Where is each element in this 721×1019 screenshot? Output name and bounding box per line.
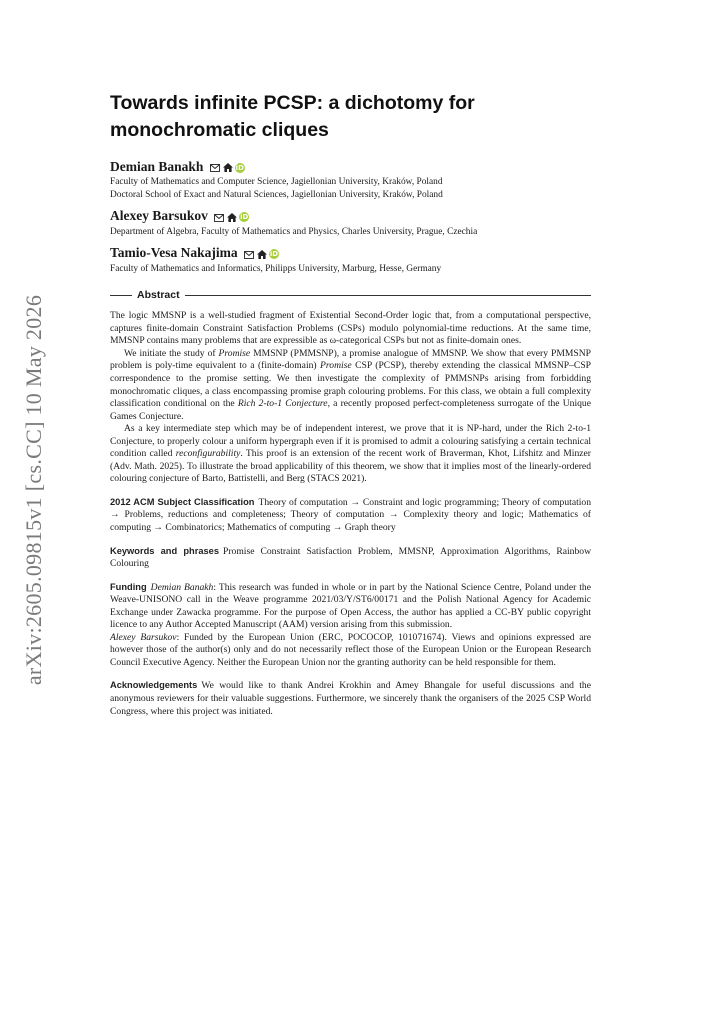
abstract-paragraph-1: The logic MMSNP is a well-studied fragment of Existential Second-Order logic that, from a computational perspective, captures finite-domain Constraint Satisfaction Problems (CSPs) modulo polynomial-time reductions. At the same time, MMSNP contains many problems that are expressible as ω-categorical CSPs but not as finite-domain ones.: [110, 310, 591, 347]
funding: [110, 581, 591, 670]
keywords-text: Promise Constraint Satisfaction Problem, MMSNP, Approximation Algorithms, Rainbow Colouring: [110, 545, 591, 570]
home-icon[interactable]: [223, 159, 233, 176]
abstract-paragraph-2: We initiate the study of Promise MMSNP (PMMSNP), a promise analogue of MMSNP. We show that every PMMSNP problem is poly-time equivalent to a (finite-domain) Promise CSP (PCSP), thereby extending the classical MMSNP–CSP correspondence to the promise setting. We then investigate the complexity of PMMSNPs arising from forbidding monochromatic cliques, a class encompassing promise graph colouring problems. For this class, we obtain a full complexity classification conditional on the Rich 2-to-1 Conjecture, a recently proposed perfect-completeness surrogate of the Unique Games Conjecture.: [110, 347, 592, 422]
home-icon[interactable]: [227, 209, 237, 226]
arxiv-sidebar: [12, 294, 56, 686]
author-block: [110, 244, 591, 275]
acm-label: 2012 ACM Subject Classification: [110, 496, 255, 507]
author-name: Demian Banakh: [110, 159, 204, 174]
abstract-rule-left: [110, 295, 132, 296]
envelope-icon[interactable]: [210, 159, 220, 176]
funding-label: Funding: [110, 581, 147, 592]
orcid-icon[interactable]: iD: [269, 250, 279, 259]
abstract-heading: [110, 289, 591, 301]
acknowledgements-text: We would like to thank Andrei Krokhin and Amey Bhangale for useful discussions and the anonymous reviewers for their valuable suggestions. Furthermore, we sincerely thank the organisers of the 2025 CSP World Congress, where this project was initiated.: [110, 680, 591, 717]
acknowledgements: [110, 679, 591, 718]
author-affiliation: Faculty of Mathematics and Informatics, Philipps University, Marburg, Hesse, Germany: [110, 263, 442, 274]
author-affiliation: Department of Algebra, Faculty of Mathematics and Physics, Charles University, Prague, Czechia: [110, 226, 478, 237]
acm-text: Theory of computation → Constraint and logic programming; Theory of computation → Problems, reductions and completeness; Theory of computation → Complexity theory and logic; Mathematics of computing → Combinatorics; Mathematics of computing → Graph theory: [110, 496, 591, 533]
orcid-icon[interactable]: iD: [235, 163, 244, 172]
paper-first-page: [110, 90, 591, 718]
title-line-2: monochromatic cliques: [110, 119, 329, 141]
funding-name-1: Demian Banakh: [150, 581, 214, 593]
keywords: [110, 545, 591, 571]
abstract-rule-right: [185, 295, 591, 296]
author-name: Tamio-Vesa Nakajima: [110, 245, 238, 261]
abstract-label: Abstract: [137, 289, 180, 302]
funding-name-2: Alexey Barsukov: [110, 631, 177, 643]
author-block: [110, 158, 591, 201]
orcid-icon[interactable]: iD: [240, 213, 249, 222]
author-affiliation: Doctoral School of Exact and Natural Sciences, Jagiellonian University, Kraków, Poland: [110, 189, 443, 200]
arxiv-identifier: arXiv:2605.09815v1 [cs.CC] 10 May 2026: [21, 294, 46, 686]
funding-text-2: : Funded by the European Union (ERC, POCOCOP, 101071674). Views and opinions expressed are however those of the author(s) only and do not necessarily reflect those of the European Union or the European Research Council Executive Agency. Neither the European Union nor the granting authority can be held responsible for them.: [110, 631, 591, 668]
keywords-label: Keywords and phrases: [110, 545, 220, 556]
home-icon[interactable]: [257, 246, 267, 263]
acknowledgements-label: Acknowledgements: [110, 680, 198, 691]
envelope-icon[interactable]: [214, 209, 224, 226]
abstract-paragraph-3: As a key intermediate step which may be of independent interest, we prove that it is NP-hard, under the Rich 2-to-1 Conjecture, to properly colour a uniform hypergraph even if it is promised to admit a colouring satisfying a certain technical condition called reconfigurability. This proof is an extension of the recent work of Braverman, Khot, Lifshitz and Minzer (Adv. Math. 2025). To illustrate the broad applicability of this theorem, we show that it implies most of the linearly-ordered colouring conjecture of Barto, Battistelli, and Berg (STACS 2021).: [110, 423, 591, 485]
author-affiliation: Faculty of Mathematics and Computer Science, Jagiellonian University, Kraków, Poland: [110, 177, 443, 188]
title-line-1: Towards infinite PCSP: a dichotomy for: [110, 92, 475, 114]
paper-title: [110, 90, 591, 144]
funding-text-1: : This research was funded in whole or in part by the National Science Centre, Poland under the Weave-UNISONO call in the Weave programme 2021/03/Y/ST6/00171 and the Polish National Agency for Academic Exchange under Zawacka programme. For the purpose of Open Access, the author has applied a CC-BY public copyright licence to any Author Accepted Manuscript (AAM) version arising from this submission.: [110, 581, 591, 631]
author-name: Alexey Barsukov: [110, 208, 208, 224]
envelope-icon[interactable]: [244, 246, 254, 263]
acm-classification: [110, 496, 591, 535]
author-block: [110, 207, 591, 238]
